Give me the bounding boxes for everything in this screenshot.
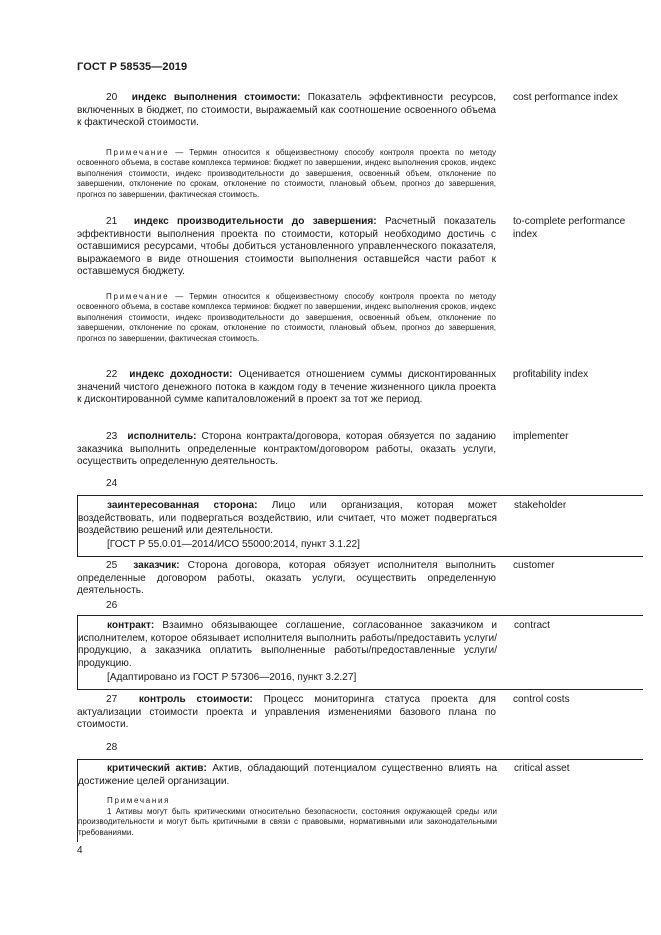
entry-number: 25	[106, 560, 118, 571]
document-header: ГОСТ Р 58535—2019	[77, 61, 188, 73]
term-name: контроль стоимости:	[138, 694, 253, 705]
english-equivalent: critical asset	[514, 763, 570, 774]
definition-text: Актив, обладающий потенциалом существенно влиять на достижение целей организации.	[78, 763, 497, 787]
note-text: — Термин относится к общеизвестному способу контроля проекта по методу освоенного объема, в составе комплекса терминов: бюджет по завершении, индекс выполнения сроков, индекс выполнения стоимости, индекс производительности до завершения, освоенный объем, отклонение по завершении, отклонение по срокам, отклонение по стоимости, плановый объем, прогноз до завершения, прогноз по завершении, фактическая стоимость.	[77, 148, 496, 199]
term-name: исполнитель:	[127, 431, 197, 442]
entry-number: 23	[106, 431, 118, 442]
definition-text: Сторона контракта/договора, которая обязуется по заданию заказчика выполнить определенные контрактом/договором работы, оказать услуги, осуществить определенную деятельность.	[77, 431, 496, 468]
english-equivalent: stakeholder	[514, 500, 567, 511]
term-name: заказчик:	[133, 560, 180, 571]
term-name: индекс выполнения стоимости:	[131, 92, 301, 103]
definition-text: Процесс мониторинга статуса проекта для актуализации стоимости проекта и управления изменениями базового плана по стоимости.	[77, 694, 496, 731]
term-note	[78, 807, 497, 838]
note-text: — Термин относится к общеизвестному способу контроля проекта по методу освоенного объема, в составе комплекса терминов: бюджет по завершении, индекс выполнения сроков, индекс выполнения стоимости, индекс производительности до завершения, освоенный объем, отклонение по завершении, отклонение по срокам, отклонение по стоимости, плановый объем, прогноз до завершения, прогноз по завершении, фактическая стоимость.	[77, 292, 496, 343]
term-definition	[77, 431, 496, 469]
term-frame	[77, 615, 643, 690]
term-definition	[78, 500, 497, 538]
entry-number: 20	[106, 92, 118, 103]
term-definition	[77, 92, 496, 130]
term-definition	[77, 694, 496, 732]
english-equivalent: customer	[513, 560, 555, 571]
term-note	[77, 148, 496, 200]
notes-label: Примечания	[107, 796, 171, 805]
term-name: индекс доходности:	[129, 369, 233, 380]
note-text: 1 Активы могут быть критическими относительно безопасности, состояния окружающей среды или производительности и могут быть критичными в связи с правовыми, нормативными или законодательными требованиями.	[78, 807, 497, 837]
definition-text: Лицо или организация, которая может воздействовать, или подвергаться воздействию, или считает, что может подвергаться воздействию решений или деятельности.	[78, 500, 497, 537]
note-label: Примечание	[106, 292, 170, 301]
english-equivalent: cost performance index	[513, 92, 618, 103]
source-reference: [ГОСТ Р 55.0.01—2014/ИСО 55000:2014, пункт 3.1.22]	[107, 539, 360, 550]
english-equivalent: profitability index	[513, 369, 589, 380]
term-frame	[77, 495, 643, 557]
entry-number: 28	[106, 742, 118, 753]
definition-text: Оценивается отношением суммы дисконтированных значений чистого денежного потока в каждом году в течение жизненного цикла проекта к дисконтированной сумме капиталовложений в проект за тот же период.	[77, 369, 496, 406]
english-equivalent: to-complete performance index	[513, 216, 626, 240]
term-definition	[78, 620, 497, 670]
english-equivalent: implementer	[513, 431, 569, 442]
entry-number: 27	[106, 694, 118, 705]
entry-number: 22	[106, 369, 118, 380]
source-reference: [Адаптировано из ГОСТ Р 57306—2016, пункт 3.2.27]	[107, 672, 357, 683]
note-label: Примечание	[106, 148, 170, 157]
entry-number: 21	[106, 216, 118, 227]
definition-text: Взаимно обязывающее соглашение, согласованное заказчиком и исполнителем, которое обязывает исполнителя выполнить работы/предоставить услуги/продукцию, а заказчика оплатить выполненные работы/предоставленные услуги/продукцию.	[78, 620, 497, 669]
definition-text: Показатель эффективности ресурсов, включенных в бюджет, по стоимости, выражаемый как соотношение освоенного объема к фактической стоимости.	[77, 92, 496, 129]
definition-text: Сторона договора, которая обязует исполнителя выполнить определенные договором работы, оказать услуги, осуществить определенную деятельность.	[77, 560, 496, 597]
page-number: 4	[77, 845, 83, 856]
term-definition	[77, 560, 496, 598]
term-definition	[78, 763, 497, 788]
definition-text: Расчетный показатель эффективности выполнения проекта по стоимости, который необходимо достичь с оставшимися ресурсами, чтобы добиться установленного управленческого показателя, выражаемого в виде отношения стоимости выполнения оставшейся части работ к оставшемуся бюджету.	[77, 216, 497, 278]
term-definition	[77, 369, 496, 407]
term-frame	[77, 759, 643, 842]
english-equivalent: contract	[514, 620, 550, 631]
term-name: критический актив:	[107, 763, 207, 774]
entry-number: 24	[106, 478, 118, 489]
term-note	[77, 292, 496, 344]
term-name: заинтересованная сторона:	[107, 500, 258, 511]
notes-title	[107, 796, 497, 806]
entry-number: 26	[106, 600, 118, 611]
term-name: индекс производительности до завершения:	[133, 216, 377, 227]
term-definition	[77, 216, 496, 279]
term-name: контракт:	[107, 620, 155, 631]
english-equivalent: control costs	[513, 694, 570, 705]
